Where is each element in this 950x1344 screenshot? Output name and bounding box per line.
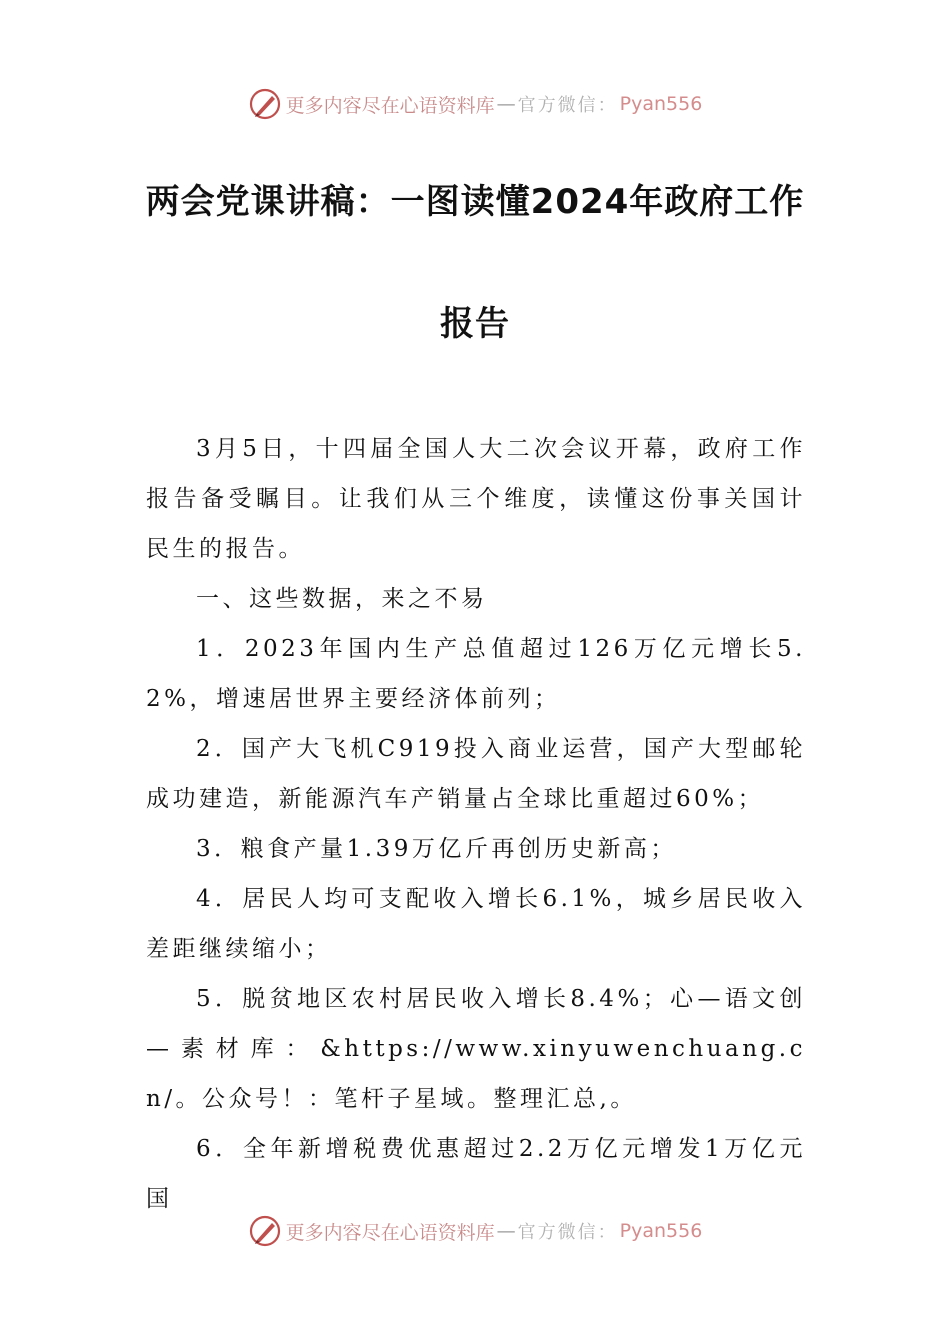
banner-wechat-label: 官方微信：: [517, 1222, 618, 1243]
list-item: 5．脱贫地区农村居民收入增长8.4%；心—语文创—素材库：&https://www.xinyuwenchuang.cn/。公众号！：笔杆子星域。整理汇总,。: [146, 986, 806, 1112]
section-heading: 一、这些数据，来之不易: [196, 586, 488, 612]
banner-wechat-id: Pyan556: [619, 93, 703, 115]
banner-wechat-label: 官方微信：: [517, 95, 618, 116]
list-item: 1．2023年国内生产总值超过126万亿元增长5.2%，增速居世界主要经济体前列；: [146, 636, 806, 712]
banner-separator: —: [496, 93, 516, 115]
page-title-line-2: 报告: [440, 304, 510, 344]
document-body: [146, 424, 806, 1224]
header-banner: [0, 84, 950, 124]
page-title-line-1: 两会党课讲稿：一图读懂2024年政府工作: [145, 182, 805, 222]
footer-banner: [0, 1211, 950, 1251]
banner-separator: —: [496, 1220, 516, 1242]
list-item: 6．全年新增税费优惠超过2.2万亿元增发1万亿元国: [146, 1136, 806, 1212]
list-item: 2．国产大飞机C919投入商业运营，国产大型邮轮成功建造，新能源汽车产销量占全球比重超过60%；: [146, 736, 806, 812]
paragraph-intro: 3月5日，十四届全国人大二次会议开幕，政府工作报告备受瞩目。让我们从三个维度，读懂这份事关国计民生的报告。: [146, 436, 806, 562]
list-item: 3．粮食产量1.39万亿斤再创历史新高；: [196, 836, 677, 862]
quill-pen-logo-icon: [248, 1214, 282, 1248]
banner-brand: 更多内容尽在心语资料库: [285, 94, 495, 117]
banner-wechat-id: Pyan556: [619, 1220, 703, 1242]
quill-pen-logo-icon: [248, 87, 282, 121]
list-item: 4．居民人均可支配收入增长6.1%，城乡居民收入差距继续缩小；: [146, 886, 806, 962]
banner-brand: 更多内容尽在心语资料库: [285, 1221, 495, 1244]
